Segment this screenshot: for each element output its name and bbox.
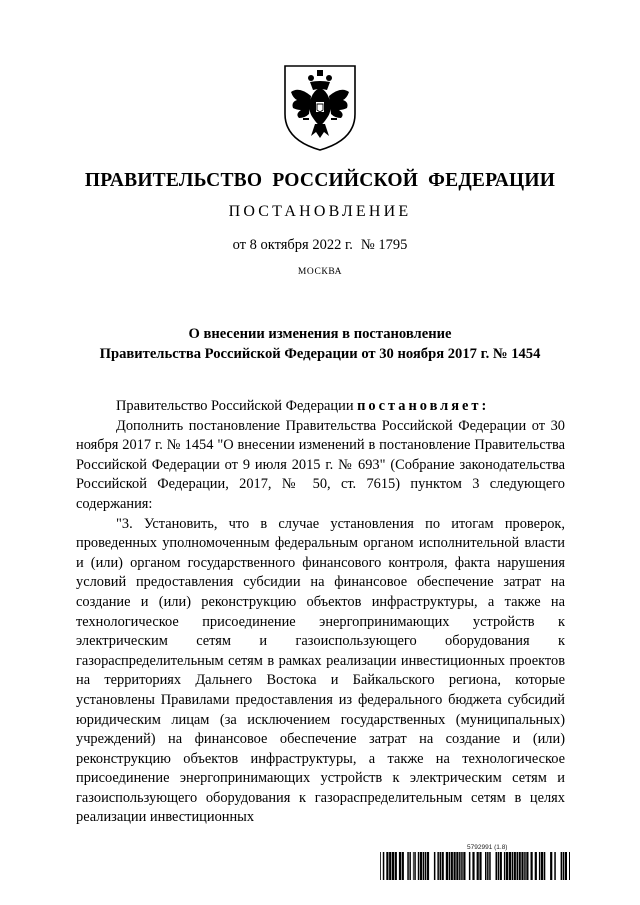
paragraph-point-3: "3. Установить, что в случае установления по итогам проверок, проведенных уполномоченным федеральным органом исполнительной власти и (или) органом государственного финансового контроля, факта нарушения условий предоставления субсидии на финансовое обеспечение затрат на создание и (или) реконструкцию объектов инфраструктуры, а также на технологическое присоединение энергопринимающих устройств к электрическим сетям и газоиспользующего оборудования к газораспределительным сетям в рамках реализации инвестиционных проектов на территориях Дальнего Востока и Байкальского региона, которые установлены Правилами предоставления из федерального бюджета субсидий юридическим лицам (за исключением государственных (муниципальных) учреждений) на финансовое обеспечение затрат на создание и (или) реконструкцию объектов инфраструктуры, а также на технологическое присоединение энергопринимающих устройств к электрическим сетям и газоиспользующего оборудования к газораспределительным сетям в целях реализации инвестиционных bbox=[76, 515, 565, 826]
document-code: 5792991 (1.8) bbox=[467, 844, 508, 851]
document-body bbox=[76, 397, 565, 828]
paragraph-amendment: Дополнить постановление Правительства Российской Федерации от 30 ноября 2017 г. № 1454 "О внесении изменений в постановление Правительства Российской Федерации от 9 июля 2015 г. № 693" (Собрание законодательства Российской Федерации, 2017, № 50, ст. 7615) пунктом 3 следующего содержания: bbox=[76, 417, 565, 512]
paragraph-resolution bbox=[76, 397, 565, 417]
title-line-2: Правительства Российской Федерации от 30 ноября 2017 г. № 1454 bbox=[99, 346, 541, 362]
city-label: МОСКВА bbox=[297, 267, 343, 277]
date-line bbox=[0, 237, 640, 254]
resolution-verb: постановляет: bbox=[357, 398, 490, 414]
document-title bbox=[60, 324, 580, 364]
decree-date: от 8 октября 2022 г. bbox=[232, 237, 353, 253]
title-line-1: О внесении изменения в постановление bbox=[188, 326, 452, 342]
document-type: ПОСТАНОВЛЕНИЕ bbox=[228, 203, 412, 220]
government-heading: ПРАВИТЕЛЬСТВО РОССИЙСКОЙ ФЕДЕРАЦИИ bbox=[84, 170, 556, 191]
coat-of-arms-icon bbox=[277, 56, 363, 152]
barcode-icon bbox=[380, 852, 570, 880]
resolution-prefix: Правительство Российской Федерации bbox=[116, 398, 358, 414]
decree-number: № 1795 bbox=[360, 237, 408, 253]
